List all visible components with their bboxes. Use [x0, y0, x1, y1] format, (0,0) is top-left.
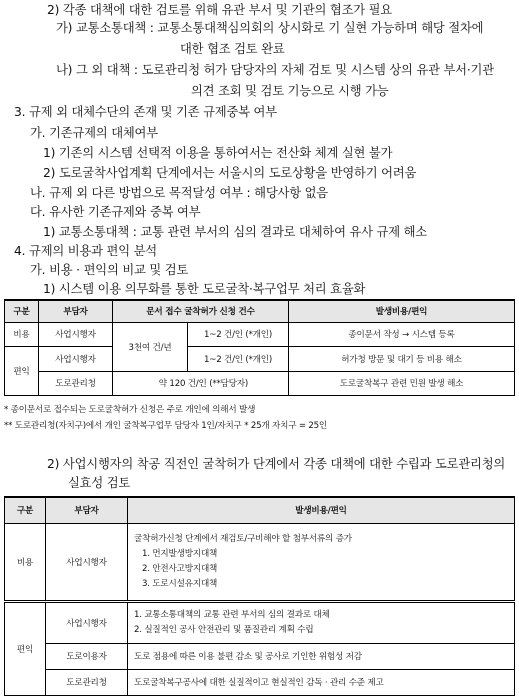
text-line: 2) 각종 대책에 대한 검토를 위해 유관 부서 및 기관의 협조가 필요 — [47, 3, 392, 17]
list-item: 2. 안전사고방지대책 — [142, 563, 218, 574]
column-header: 문서 접수 굴착허가 신청 건수 — [113, 300, 289, 322]
text-line: 가. 비용 · 편익의 비교 및 검토 — [30, 263, 189, 277]
footnote: * 종이문서로 접수되는 도로굴착허가 신청은 주로 개인에 의해서 발생 — [4, 405, 256, 415]
section-heading: 3. 규제 외 대체수단의 존재 및 기존 규제중복 여부 — [14, 105, 277, 119]
effect-line: 2. 실질적인 공사 안전관리 및 품질관리 계획 수립 — [134, 624, 314, 635]
effect-cell: 도로굴착복구 관련 민원 발생 해소 — [289, 371, 515, 395]
text-line: 가) 교통소통대책 : 교통소통대책심의회의 상시화로 기 실현 가능하며 해당 절차에 — [56, 21, 484, 35]
column-header: 구분 — [5, 497, 46, 523]
shared-count-cell: 3천여 건/년 — [113, 323, 188, 371]
count-cell-group — [113, 322, 289, 371]
list-item: 1. 먼지발생방지대책 — [142, 548, 218, 559]
bearer-cell: 사업시행자 — [39, 322, 113, 346]
text-line: 실효성 검토 — [68, 476, 131, 490]
bearer-cell: 도로이용자 — [46, 643, 128, 669]
effect-line: 1. 교통소통대책의 교통 관련 부서의 심의 결과로 대체 — [134, 609, 330, 620]
effect-cell: 허가청 방문 및 대기 등 비용 해소 — [289, 346, 515, 371]
text-line: 의견 조회 및 검토 기능으로 시행 가능 — [191, 84, 389, 98]
bearer-cell: 도로관리청 — [46, 669, 128, 695]
count-cell: 1~2 건/인 (*개인) — [188, 323, 288, 348]
effect-cell — [128, 523, 515, 601]
bearer-cell: 사업시행자 — [46, 523, 128, 601]
effect-cell — [128, 601, 515, 643]
section-heading: 4. 규제의 비용과 편익 분석 — [14, 244, 157, 258]
effect-cell: 종이문서 작성 → 시스템 등록 — [289, 322, 515, 346]
effect-line: 굴착허가신청 단계에서 재검토/구비해야 할 첨부서류의 증가 — [134, 533, 352, 544]
column-header: 부담자 — [46, 497, 128, 523]
effect-cell: 도로굴착복구공사에 대한 실질적이고 현실적인 감독 · 관리 수준 제고 — [128, 669, 515, 695]
bearer-cell: 도로관리청 — [39, 371, 113, 395]
text-line: 나. 규제 외 다른 방법으로 목적달성 여부 : 해당사항 없음 — [30, 186, 328, 200]
text-line: 대한 협조 검토 완료 — [180, 42, 285, 56]
list-item: 3. 도로시설유지대책 — [142, 578, 218, 589]
cost-benefit-table-2 — [4, 496, 515, 696]
group-label-cost: 비용 — [5, 322, 39, 346]
table-row — [5, 643, 515, 669]
table-row — [5, 601, 515, 643]
table-row — [5, 669, 515, 695]
text-line: 1) 기존의 시스템 선택적 이용을 통하여서는 전산화 체계 실현 불가 — [43, 146, 393, 160]
text-line: 1) 시스템 이용 의무화를 통한 도로굴착·복구업무 처리 효율화 — [43, 282, 366, 296]
column-header: 발생비용/편익 — [289, 300, 515, 322]
group-label-cost: 비용 — [5, 523, 46, 601]
bearer-cell: 사업시행자 — [39, 346, 113, 371]
group-label-benefit: 편익 — [5, 346, 39, 395]
table-row — [5, 322, 515, 346]
column-header: 발생비용/편익 — [128, 497, 515, 523]
text-line: 2) 도로굴착사업계획 단계에서는 서울시의 도로상황을 반영하기 어려움 — [43, 166, 417, 180]
text-line: 가. 기존규제의 대체여부 — [30, 126, 158, 140]
text-line: 1) 교통소통대책 : 교통 관련 부서의 심의 결과로 대체하여 유사 규제 해소 — [43, 225, 427, 239]
text-line: 2) 사업시행자의 착공 직전인 굴착허가 단계에서 각종 대책에 대한 수립과 도로관리청의 — [47, 457, 506, 471]
table-row — [5, 523, 515, 601]
table-row — [5, 371, 515, 395]
cost-benefit-table-1 — [4, 299, 515, 396]
column-header: 구분 — [5, 300, 39, 322]
text-line: 나) 그 외 대책 : 도로관리청 허가 담당자의 자체 검토 및 시스템 상의 유관 부서·기관 — [56, 63, 494, 77]
text-line: 다. 유사한 기존규제와 중복 여부 — [30, 205, 201, 219]
effect-cell: 도로 점용에 따른 이용 불편 감소 및 공사로 기인한 위험성 저감 — [128, 643, 515, 669]
count-cell: 약 120 건/인 (**담당자) — [113, 371, 289, 395]
column-header: 부담자 — [39, 300, 113, 322]
footnote: ** 도로관리청(자치구)에서 개인 굴착복구업무 담당자 1인/자치구 * 25개 자치구 = 25인 — [4, 421, 327, 431]
group-label-benefit: 편익 — [5, 601, 46, 695]
bearer-cell: 사업시행자 — [46, 601, 128, 643]
count-cell: 1~2 건/인 (*개인) — [203, 354, 273, 365]
